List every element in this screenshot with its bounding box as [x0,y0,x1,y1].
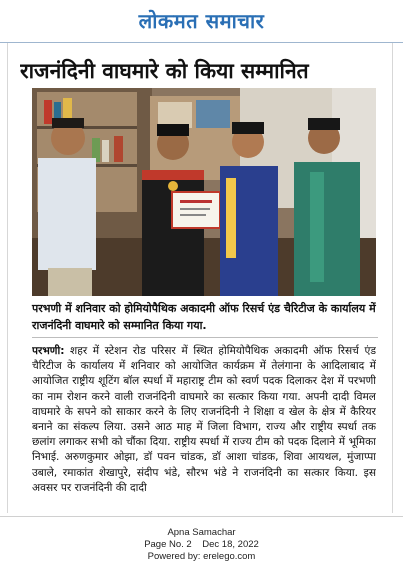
masthead [0,0,403,40]
article-headline: राजनंदिनी वाघमारे को किया सम्मानित [20,59,309,83]
footer-page-date: Page No. 2 Dec 18, 2022 [144,539,259,550]
page-footer [0,516,403,570]
article-body-text: शहर में स्टेशन रोड परिसर में स्थित होमियोपैथिक अकादमी ऑफ रिसर्च एंड चैरिटीज के कार्यालय में शनिवार को आयोजित कार्यक्रम में तेलंगाना के आदिलाबाद में आयोजित राष्ट्रीय शूटिंग बॉल स्पर्धा में महाराष्ट्र टीम को स्वर्ण पदक दिलाकर देश में परभणी का नाम रोशन करने वाली राजनंदिनी वाघमारे का सत्कार किया गया. अपनी दादी विमल वाघमारे के सपने को साकार करने के लिए राजनंदिनी ने शिक्षा व खेल के क्षेत्र में कैरियर बनाने का संकल्प लिया. उसने आठ माह में जिला विभाग, राज्य और राष्ट्रीय स्पर्धा तक छलांग लगाकर सभी को चौंका दिया. राष्ट्रीय स्पर्धा में राज्य टीम को पदक दिलाने में भूमिका निभाई. अरुणकुमार ओझा, डॉ पवन चांडक, डॉ आशा चांडक, शिवा आयथल, मुंजाप्पा उबाले, रमाकांत शेखापुरे, संदीप भंडे, सौरभ भंडे ने राजनंदिनी का सत्कार किया. इस अवसर पर राजनंदिनी की दादी [32,345,376,494]
header-divider [0,42,403,43]
photo-caption: परभणी में शनिवार को होमियोपैथिक अकादमी ऑफ रिसर्च एंड चैरिटीज के कार्यालय में राजनंदिनी वाघमारे को सम्मानित किया गया. [32,300,378,338]
article-body [32,344,376,514]
footer-source: Apna Samachar [167,527,236,538]
article-photo [32,88,376,296]
page-left-edge [0,43,8,513]
page-right-edge [392,43,403,513]
newspaper-logo: लोकमत समाचार [138,8,265,33]
dateline: परभणी: [32,345,65,357]
footer-powered-by: Powered by: erelego.com [147,551,256,562]
